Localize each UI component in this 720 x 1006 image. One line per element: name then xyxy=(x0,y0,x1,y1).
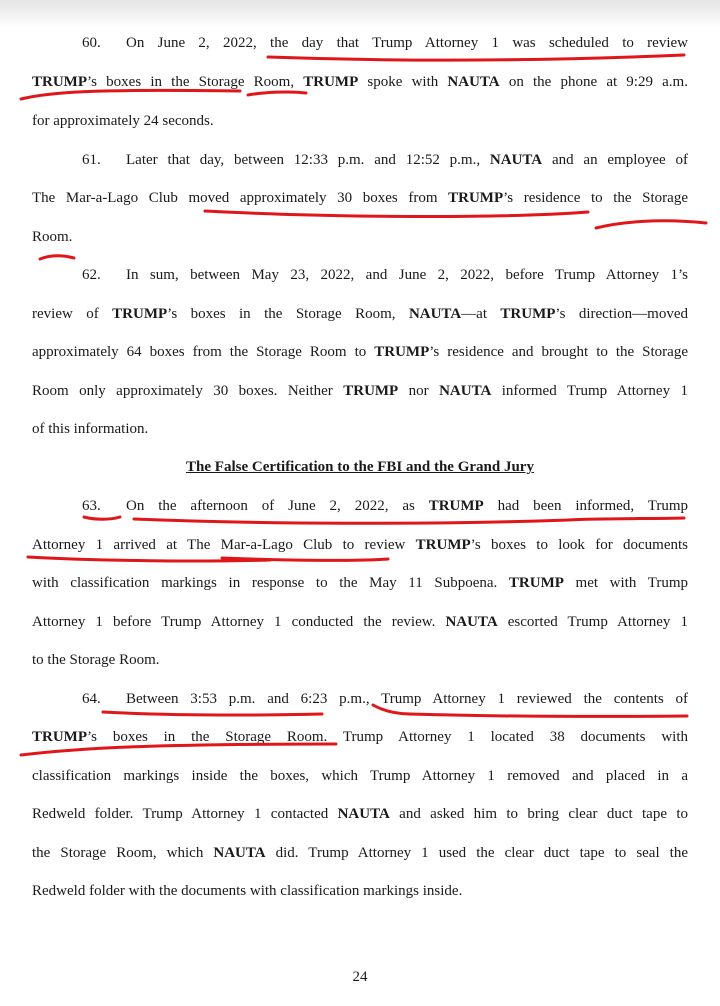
bold-name: NAUTA xyxy=(447,74,500,90)
bold-name: TRUMP xyxy=(303,74,359,90)
p64-line-4: Redweld folder. Trump Attorney 1 contacted NAUTA and asked him to bring clear duct tape to xyxy=(32,806,688,822)
p64-line-3: classification markings inside the boxes, which Trump Attorney 1 removed and placed in a xyxy=(32,768,688,784)
underline-stroke xyxy=(268,55,684,60)
paragraph-number: 61. xyxy=(82,152,101,168)
underline-stroke xyxy=(103,712,322,715)
bold-name: TRUMP xyxy=(500,306,556,322)
bold-name: NAUTA xyxy=(489,152,543,168)
p63-line-1: 63. On the afternoon of June 2, 2022, as TRUMP had been informed, Trump xyxy=(82,498,688,514)
underline-stroke xyxy=(596,221,706,228)
p64-line-2: TRUMP’s boxes in the Storage Room. Trump Attorney 1 located 38 documents with xyxy=(32,729,688,745)
underline-stroke xyxy=(205,211,588,217)
bold-name: TRUMP xyxy=(508,575,564,591)
p63-line-2: Attorney 1 arrived at The Mar-a-Lago Club to review TRUMP’s boxes to look for documents xyxy=(32,537,688,553)
p63-line-4: Attorney 1 before Trump Attorney 1 conducted the review. NAUTA escorted Trump Attorney 1 xyxy=(32,614,688,630)
paragraph-number: 60. xyxy=(82,35,101,51)
p60-line-1: 60. On June 2, 2022, the day that Trump Attorney 1 was scheduled to review xyxy=(82,35,688,51)
p62-line-5: of this information. xyxy=(32,421,149,437)
bold-name: NAUTA xyxy=(337,806,390,822)
bold-name: NAUTA xyxy=(439,383,492,399)
bold-name: TRUMP xyxy=(32,74,87,90)
p60-line-3: for approximately 24 seconds. xyxy=(32,113,214,129)
bold-name: TRUMP xyxy=(374,344,430,360)
paragraph-number: 63. xyxy=(82,498,101,514)
section-heading: The False Certification to the FBI and the Grand Jury xyxy=(186,459,534,475)
p64-line-6: Redweld folder with the documents with classification markings inside. xyxy=(32,883,463,899)
p62-line-3: approximately 64 boxes from the Storage Room to TRUMP’s residence and brought to the Storage xyxy=(32,344,688,360)
underline-stroke xyxy=(84,517,120,519)
p63-line-3: with classification markings in response to the May 11 Subpoena. TRUMP met with Trump xyxy=(32,575,688,591)
underline-stroke xyxy=(40,256,74,259)
paragraph-number: 62. xyxy=(82,267,101,283)
bold-name: NAUTA xyxy=(445,614,498,630)
bold-name: TRUMP xyxy=(428,498,484,514)
bold-name: NAUTA xyxy=(213,845,266,861)
bold-name: TRUMP xyxy=(415,537,471,553)
bold-name: TRUMP xyxy=(343,383,399,399)
p62-line-2: review of TRUMP’s boxes in the Storage Room, NAUTA—at TRUMP’s direction—moved xyxy=(32,306,688,322)
underline-stroke xyxy=(134,518,684,523)
underline-stroke xyxy=(222,558,388,560)
bold-name: TRUMP xyxy=(112,306,168,322)
paragraph-number: 64. xyxy=(82,691,101,707)
p61-line-2: The Mar-a-Lago Club moved approximately 30 boxes from TRUMP’s residence to the Storage xyxy=(32,190,688,206)
p61-line-3: Room. xyxy=(32,229,73,245)
underline-stroke xyxy=(28,557,270,561)
p64-line-5: the Storage Room, which NAUTA did. Trump Attorney 1 used the clear duct tape to seal the xyxy=(32,845,688,861)
bold-name: NAUTA xyxy=(408,306,462,322)
p62-line-1: 62. In sum, between May 23, 2022, and June 2, 2022, before Trump Attorney 1’s xyxy=(82,267,688,283)
p62-line-4: Room only approximately 30 boxes. Neither TRUMP nor NAUTA informed Trump Attorney 1 xyxy=(32,383,688,399)
page-number: 24 xyxy=(352,969,368,985)
underline-stroke xyxy=(21,90,240,99)
p63-line-5: to the Storage Room. xyxy=(32,652,160,668)
p60-line-2: TRUMP’s boxes in the Storage Room, TRUMP spoke with NAUTA on the phone at 9:29 a.m. xyxy=(32,74,688,90)
underline-stroke xyxy=(248,92,306,95)
bold-name: TRUMP xyxy=(32,729,87,745)
p61-line-1: 61. Later that day, between 12:33 p.m. and 12:52 p.m., NAUTA and an employee of xyxy=(82,152,688,168)
bold-name: TRUMP xyxy=(448,190,504,206)
p64-line-1: 64. Between 3:53 p.m. and 6:23 p.m., Trump Attorney 1 reviewed the contents of xyxy=(82,691,688,707)
